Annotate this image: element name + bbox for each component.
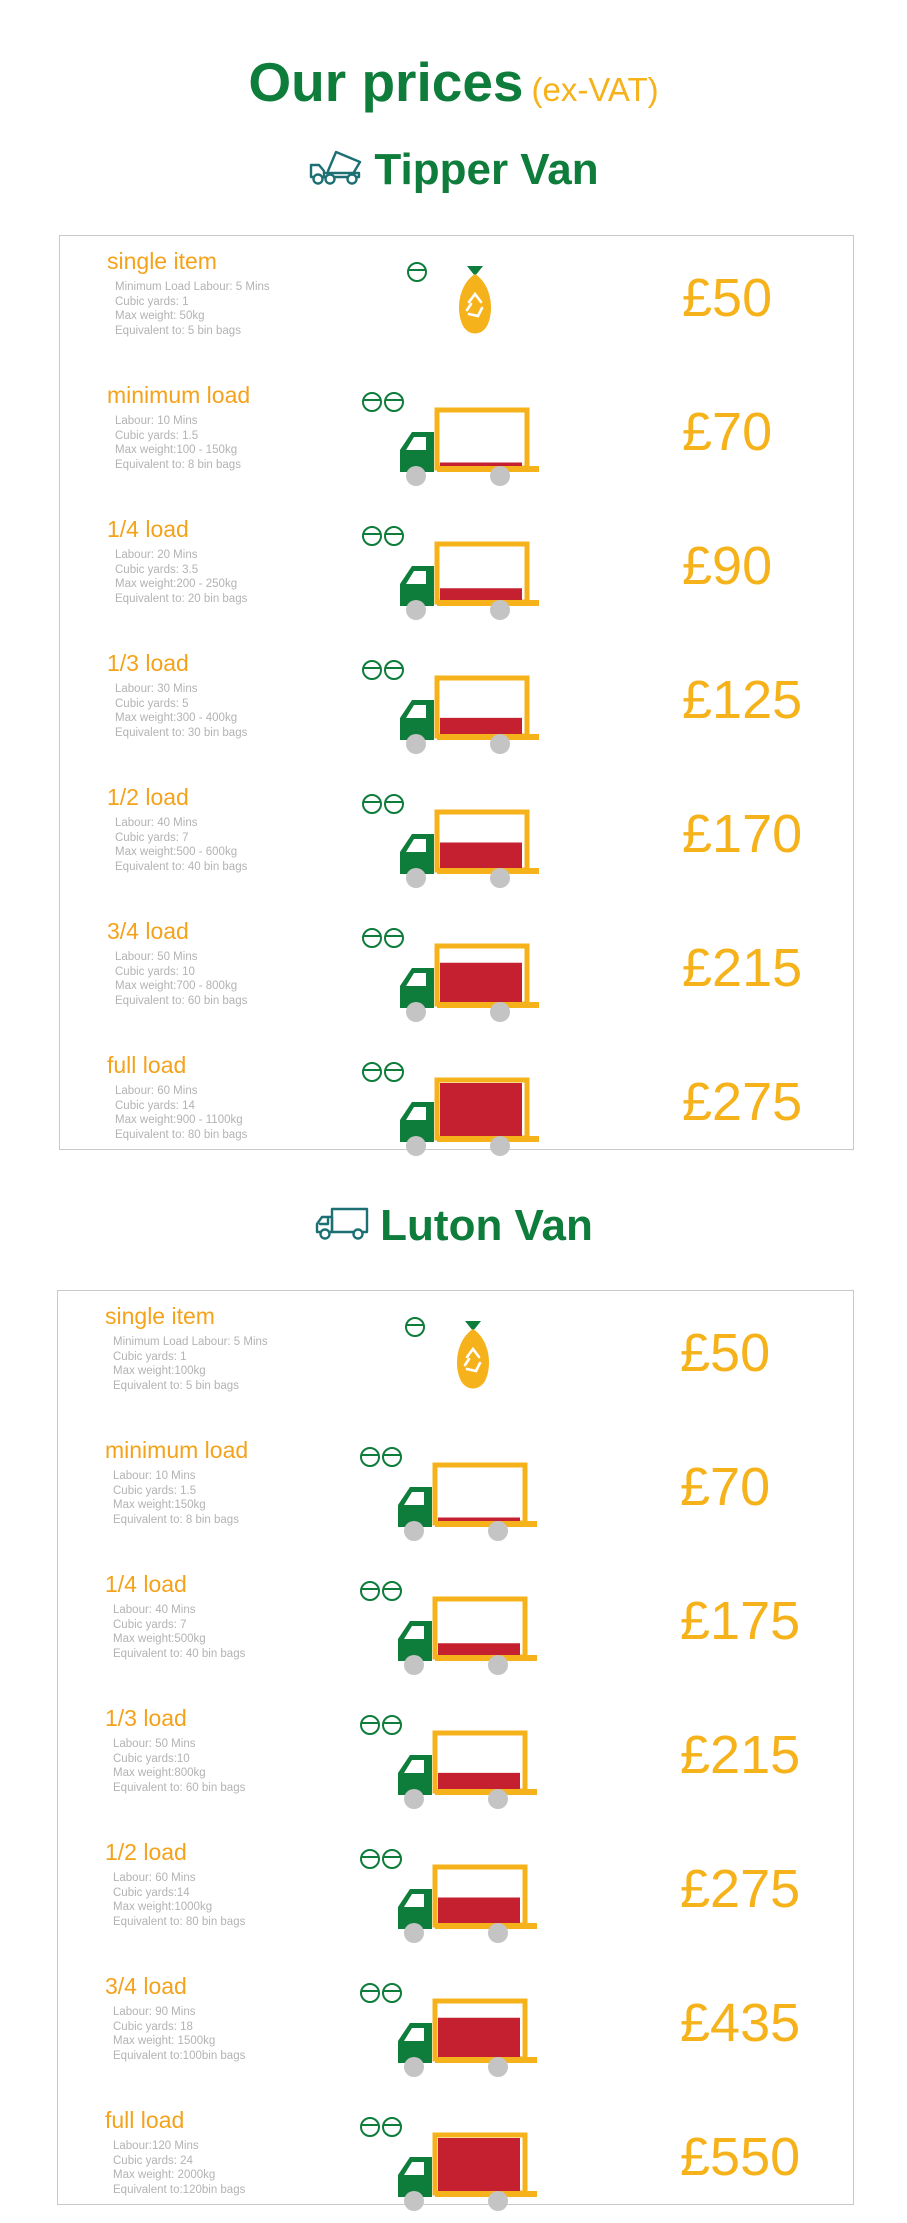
wheel [488, 1655, 508, 1675]
worker-head-icon [383, 2118, 401, 2136]
detail-line: Max weight:700 - 800kg [115, 980, 238, 993]
detail-line: Cubic yards:10 [113, 1752, 190, 1765]
worker-head-icon [385, 661, 403, 679]
row-title: 1/2 load [105, 1839, 187, 1865]
wheel [406, 1002, 426, 1022]
worker-head-icon [361, 1716, 379, 1734]
worker-head-icon [385, 393, 403, 411]
detail-line: Cubic yards: 3.5 [115, 563, 199, 576]
worker-head-icon [363, 795, 381, 813]
detail-line: Max weight:500 - 600kg [115, 846, 238, 859]
wheel [488, 1789, 508, 1809]
wheel [488, 1521, 508, 1541]
price-value: £50 [682, 268, 773, 328]
truck-load-illustration [360, 1042, 560, 1176]
truck-load-illustration [360, 774, 560, 908]
row-details [113, 1871, 245, 1929]
row-title: single item [107, 248, 217, 274]
detail-line: Labour:120 Mins [113, 2140, 199, 2152]
price-row [58, 1829, 853, 1963]
detail-line: Labour: 20 Mins [115, 549, 198, 561]
price-value: £550 [680, 2127, 801, 2187]
price-value: £215 [680, 1725, 801, 1785]
detail-line: Cubic yards: 14 [115, 1099, 195, 1112]
truck-load-illustration [360, 640, 560, 774]
detail-line: Labour: 30 Mins [115, 683, 198, 695]
price-row [60, 1042, 853, 1176]
row-title: 1/3 load [107, 650, 189, 676]
page-title [0, 50, 907, 113]
price-row [60, 372, 853, 506]
detail-line: Equivalent to: 60 bin bags [113, 1781, 246, 1794]
price-row [60, 774, 853, 908]
detail-line: Max weight:900 - 1100kg [115, 1114, 243, 1127]
load-level-fill [438, 1773, 520, 1791]
detail-line: Max weight: 50kg [115, 310, 205, 323]
detail-line: Equivalent to: 80 bin bags [115, 1128, 248, 1141]
price-panel-luton [57, 1290, 854, 2205]
price-value: £215 [682, 938, 803, 998]
worker-head-icon [361, 1448, 379, 1466]
detail-line: Labour: 40 Mins [113, 1604, 196, 1616]
worker-head-icon [383, 1582, 401, 1600]
worker-head-icon [363, 929, 381, 947]
wheel [488, 1923, 508, 1943]
section-title-tipper: Tipper Van [374, 145, 599, 194]
truck-load-illustration [360, 372, 560, 506]
load-level-fill [438, 1898, 520, 1926]
detail-line: Labour: 50 Mins [113, 1738, 196, 1750]
detail-line: Max weight:800kg [113, 1767, 206, 1780]
wheel [404, 1655, 424, 1675]
price-panel-tipper [59, 235, 854, 1150]
wheel [490, 1136, 510, 1156]
wheel [490, 868, 510, 888]
detail-line: Max weight:1000kg [113, 1901, 213, 1914]
detail-line: Cubic yards:14 [113, 1886, 190, 1899]
wheel [404, 2191, 424, 2211]
truck-load-illustration [358, 1963, 558, 2097]
detail-line: Equivalent to: 30 bin bags [115, 726, 248, 739]
detail-line: Cubic yards: 7 [115, 831, 189, 844]
truck-box [437, 410, 527, 468]
price-row [58, 1427, 853, 1561]
detail-line: Cubic yards: 1 [115, 295, 189, 308]
bag-body [459, 274, 491, 334]
row-details [113, 2005, 245, 2063]
wheel [404, 2057, 424, 2077]
detail-line: Equivalent to: 8 bin bags [113, 1513, 239, 1526]
wheel [406, 734, 426, 754]
section-title-luton: Luton Van [380, 1201, 593, 1250]
detail-line: Cubic yards: 1.5 [113, 1484, 197, 1497]
truck-load-illustration [360, 908, 560, 1042]
price-row [58, 1695, 853, 1829]
detail-line: Labour: 50 Mins [115, 951, 198, 963]
price-value: £125 [682, 670, 803, 730]
row-details [113, 2139, 245, 2197]
truck-box [435, 1465, 525, 1523]
row-details [115, 816, 247, 874]
worker-head-icon [385, 1063, 403, 1081]
detail-line: Equivalent to: 60 bin bags [115, 994, 248, 1007]
page-title-subtitle: (ex-VAT) [531, 71, 659, 108]
worker-head-icon [383, 1716, 401, 1734]
price-value: £50 [680, 1323, 771, 1383]
row-details [113, 1335, 268, 1393]
worker-head-icon [361, 2118, 379, 2136]
worker-head-icon [361, 1850, 379, 1868]
worker-head-icon [363, 661, 381, 679]
worker-head-icon [363, 393, 381, 411]
wheel [490, 1002, 510, 1022]
truck-load-illustration [358, 1695, 558, 1829]
row-title: single item [105, 1303, 215, 1329]
row-title: minimum load [107, 382, 251, 408]
detail-line: Max weight:300 - 400kg [115, 712, 238, 725]
wheel [488, 2057, 508, 2077]
detail-line: Max weight:150kg [113, 1499, 206, 1512]
detail-line: Equivalent to: 20 bin bags [115, 592, 248, 605]
load-level-fill [438, 1643, 520, 1657]
price-row [58, 2097, 853, 2223]
wheel [406, 1136, 426, 1156]
worker-head-icon [408, 263, 426, 281]
worker-head-icon [383, 1984, 401, 2002]
page-title-main: Our prices [248, 51, 524, 113]
detail-line: Equivalent to:120bin bags [113, 2183, 246, 2196]
truck-load-illustration [358, 2097, 558, 2223]
detail-line: Cubic yards: 7 [113, 1618, 187, 1631]
luton-van-icon [314, 1205, 370, 1248]
worker-head-icon [363, 527, 381, 545]
tipper-truck-icon [308, 147, 364, 194]
price-value: £70 [682, 402, 773, 462]
wheel [404, 1521, 424, 1541]
bag-body [457, 1329, 489, 1389]
detail-line: Equivalent to: 5 bin bags [115, 324, 241, 337]
row-title: 3/4 load [105, 1973, 187, 1999]
price-value: £90 [682, 536, 773, 596]
price-row [58, 1561, 853, 1695]
detail-line: Labour: 60 Mins [115, 1085, 198, 1097]
detail-line: Max weight:100 - 150kg [115, 444, 238, 457]
detail-line: Cubic yards: 1.5 [115, 429, 199, 442]
wheel [404, 1923, 424, 1943]
detail-line: Labour: 60 Mins [113, 1872, 196, 1884]
price-row [60, 640, 853, 774]
detail-line: Equivalent to: 40 bin bags [113, 1647, 246, 1660]
row-title: 1/2 load [107, 784, 189, 810]
row-details [115, 280, 270, 338]
worker-head-icon [385, 795, 403, 813]
load-level-fill [440, 843, 522, 871]
truck-load-illustration [358, 1561, 558, 1695]
price-row [58, 1293, 853, 1427]
load-level-fill [440, 963, 522, 1004]
detail-line: Max weight:500kg [113, 1633, 206, 1646]
detail-line: Cubic yards: 24 [113, 2154, 193, 2167]
truck-load-illustration [360, 506, 560, 640]
detail-line: Cubic yards: 18 [113, 2020, 193, 2033]
price-value: £170 [682, 804, 803, 864]
wheel [488, 2191, 508, 2211]
row-details [115, 950, 247, 1008]
detail-line: Equivalent to: 5 bin bags [113, 1379, 239, 1392]
wheel [406, 466, 426, 486]
detail-line: Equivalent to:100bin bags [113, 2049, 246, 2062]
detail-line: Cubic yards: 5 [115, 697, 189, 710]
rubbish-bag-illustration [360, 238, 560, 372]
detail-line: Max weight: 1500kg [113, 2035, 216, 2048]
row-title: 1/4 load [105, 1571, 187, 1597]
row-details [115, 682, 247, 740]
row-details [115, 548, 247, 606]
row-details [113, 1469, 239, 1527]
detail-line: Equivalent to: 8 bin bags [115, 458, 241, 471]
detail-line: Labour: 10 Mins [113, 1470, 196, 1482]
detail-line: Minimum Load Labour: 5 Mins [115, 281, 270, 293]
detail-line: Labour: 90 Mins [113, 2006, 196, 2018]
section-heading-luton [0, 1196, 907, 1256]
load-level-fill [440, 1083, 522, 1138]
wheel [404, 1789, 424, 1809]
worker-head-icon [383, 1448, 401, 1466]
detail-line: Equivalent to: 80 bin bags [113, 1915, 246, 1928]
row-details [113, 1603, 245, 1661]
load-level-fill [438, 2018, 520, 2059]
detail-line: Equivalent to: 40 bin bags [115, 860, 248, 873]
price-row [60, 506, 853, 640]
detail-line: Max weight:200 - 250kg [115, 578, 238, 591]
row-title: full load [105, 2107, 185, 2133]
worker-head-icon [385, 929, 403, 947]
price-row [60, 238, 853, 372]
rubbish-bag-illustration [358, 1293, 558, 1427]
row-details [115, 414, 241, 472]
price-value: £435 [680, 1993, 801, 2053]
load-level-fill [440, 718, 522, 736]
worker-head-icon [385, 527, 403, 545]
detail-line: Labour: 10 Mins [115, 415, 198, 427]
wheel [406, 600, 426, 620]
worker-head-icon [406, 1318, 424, 1336]
section-heading-tipper [0, 140, 907, 200]
load-level-fill [438, 2138, 520, 2193]
row-title: 1/4 load [107, 516, 189, 542]
worker-head-icon [361, 1582, 379, 1600]
detail-line: Cubic yards: 10 [115, 965, 195, 978]
wheel [490, 600, 510, 620]
truck-load-illustration [358, 1829, 558, 1963]
row-details [113, 1737, 245, 1795]
row-title: 3/4 load [107, 918, 189, 944]
price-value: £70 [680, 1457, 771, 1517]
row-details [115, 1084, 247, 1142]
row-title: full load [107, 1052, 187, 1078]
price-value: £275 [680, 1859, 801, 1919]
detail-line: Labour: 40 Mins [115, 817, 198, 829]
detail-line: Cubic yards: 1 [113, 1350, 187, 1363]
detail-line: Max weight:100kg [113, 1365, 206, 1378]
row-title: minimum load [105, 1437, 249, 1463]
load-level-fill [440, 588, 522, 602]
wheel [490, 466, 510, 486]
price-row [58, 1963, 853, 2097]
worker-head-icon [383, 1850, 401, 1868]
price-row [60, 908, 853, 1042]
worker-head-icon [363, 1063, 381, 1081]
detail-line: Max weight: 2000kg [113, 2169, 216, 2182]
wheel [490, 734, 510, 754]
row-title: 1/3 load [105, 1705, 187, 1731]
price-value: £275 [682, 1072, 803, 1132]
detail-line: Minimum Load Labour: 5 Mins [113, 1336, 268, 1348]
wheel [406, 868, 426, 888]
price-value: £175 [680, 1591, 801, 1651]
truck-load-illustration [358, 1427, 558, 1561]
worker-head-icon [361, 1984, 379, 2002]
